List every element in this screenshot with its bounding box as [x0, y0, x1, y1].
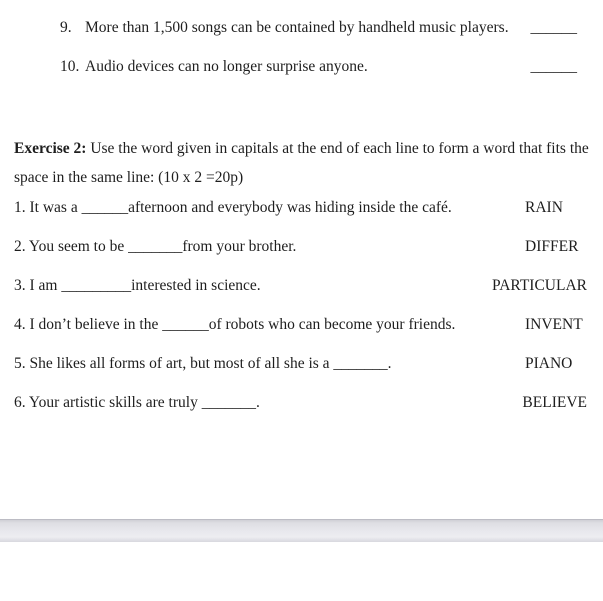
capital-keyword: BELIEVE [522, 394, 587, 411]
item-sentence: 3. I am _________interested in science. [14, 277, 261, 294]
capital-keyword: INVENT [525, 316, 583, 333]
exercise2-item-5 [14, 354, 587, 374]
exercise2-heading-line1 [14, 134, 603, 163]
answer-blank: ______ [530, 19, 577, 36]
item-number: 10. [60, 58, 80, 75]
capital-keyword: RAIN [525, 199, 563, 216]
capital-keyword: PIANO [525, 355, 573, 372]
answer-blank: ______ [530, 58, 577, 75]
exercise2-instructions: Use the word given in capitals at the end of each line to form a word that fits the [86, 140, 589, 157]
exercise2-item-6 [14, 393, 587, 413]
exercise1-item-10 [60, 57, 577, 77]
item-sentence: Audio devices can no longer surprise anyone. [85, 58, 368, 75]
capital-keyword: PARTICULAR [492, 277, 587, 294]
item-sentence: 2. You seem to be _______from your brother. [14, 238, 297, 255]
item-sentence: More than 1,500 songs can be contained by handheld music players. [85, 19, 509, 36]
item-number: 9. [60, 19, 72, 36]
item-sentence: 1. It was a ______afternoon and everybody was hiding inside the café. [14, 199, 452, 216]
exercise2-item-1 [14, 198, 587, 218]
exercise1-item-9 [60, 18, 577, 38]
exercise2-item-2 [14, 237, 587, 257]
page-separator-bar [0, 519, 603, 542]
item-sentence: 6. Your artistic skills are truly _______. [14, 394, 260, 411]
exercise2-label: Exercise 2: [14, 140, 87, 157]
capital-keyword: DIFFER [525, 238, 579, 255]
exercise2-heading-line2: space in the same line: (10 x 2 =20p) [14, 169, 244, 186]
item-sentence: 5. She likes all forms of art, but most of all she is a _______. [14, 355, 392, 372]
item-sentence: 4. I don’t believe in the ______of robots who can become your friends. [14, 316, 456, 333]
exercise2-item-3 [14, 276, 587, 296]
exercise2-heading [14, 134, 603, 192]
exercise2-item-4 [14, 315, 587, 335]
